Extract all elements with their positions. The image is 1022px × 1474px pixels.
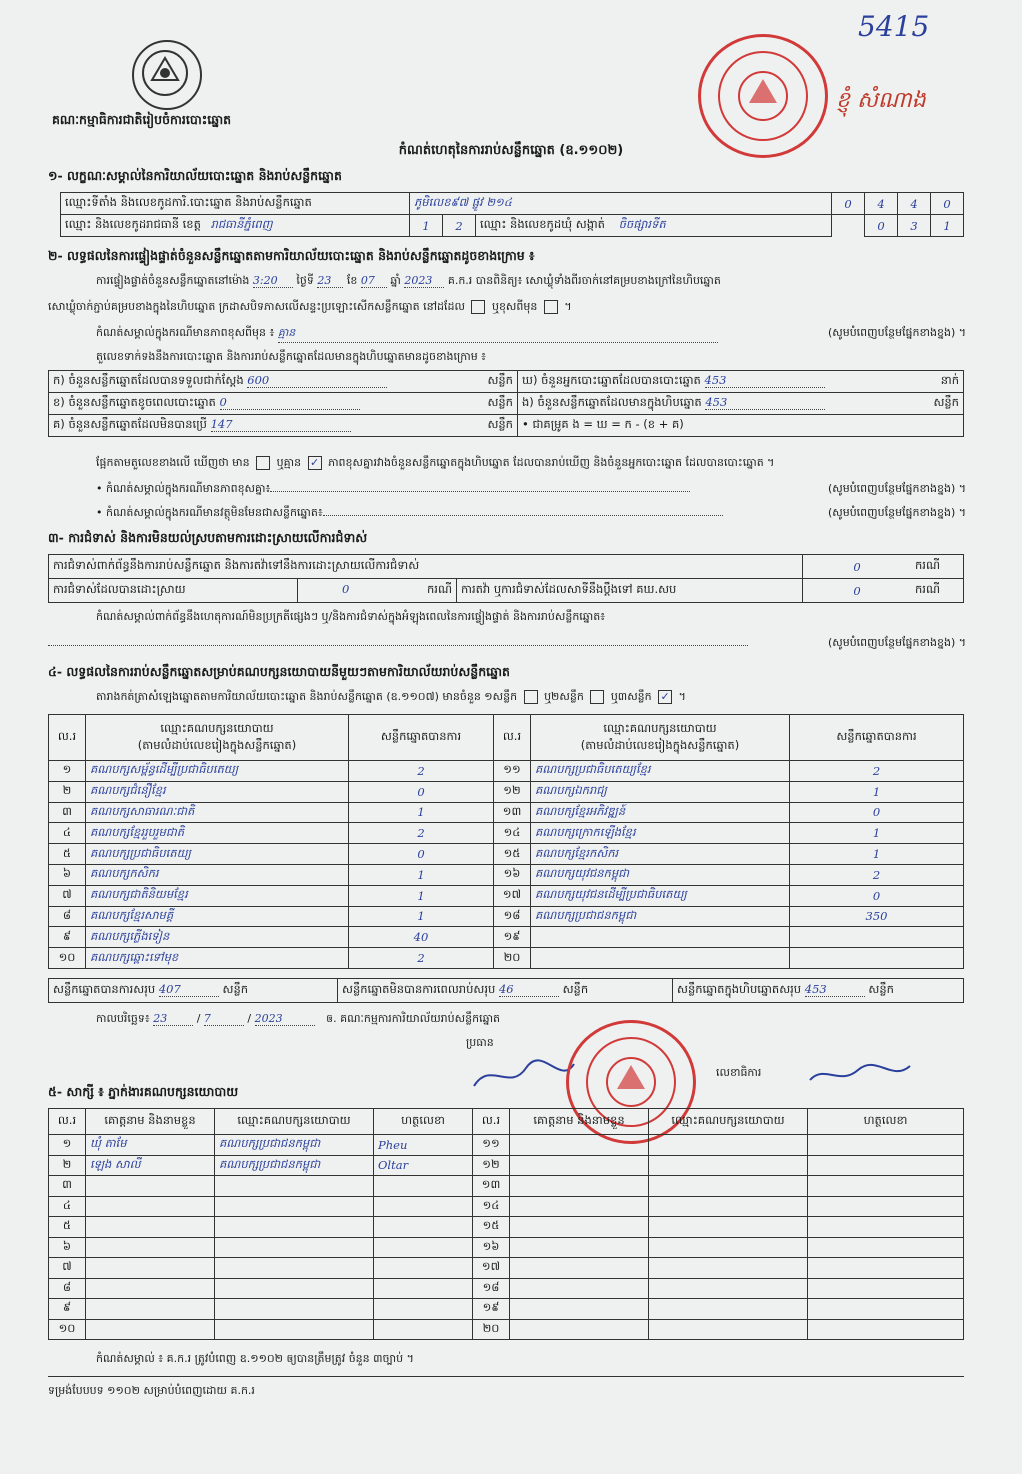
party-no: ២០ xyxy=(494,948,531,969)
party-votes: 0 xyxy=(790,802,964,823)
date-day: 23 xyxy=(153,1012,193,1026)
province-label: ឈ្មោះ និងលេខកូដរាជធានី ខេត្ត xyxy=(65,217,201,231)
complaints-label: ការជំទាស់ពាក់ព័ន្ធនឹងការរាប់សន្លឹកឆ្នោត និងការតវ៉ាទៅនឹងការដោះស្រាយលើការជំទាស់ xyxy=(49,555,803,579)
section2-heading: ២- លទ្ធផលនៃការផ្ទៀងផ្ទាត់ចំនួនសន្លឹកឆ្នោតតាមការិយាល័យបោះឆ្នោត និងរាប់សន្លឹកឆ្នោតដូចខាងក្រោម ៖ xyxy=(48,248,535,263)
top-number: 5415 xyxy=(858,10,930,43)
party-name: គណបក្សសម្ព័ន្ធដើម្បីប្រជាធិបតេយ្យ xyxy=(86,761,349,782)
party-no: ៨ xyxy=(49,906,86,927)
witness-signature xyxy=(808,1196,964,1217)
appeal-value: 0 xyxy=(803,579,912,603)
has-difference-checkbox xyxy=(256,456,270,470)
form-title: កំណត់ហេតុនៃការរាប់សន្លឹកឆ្នោត (ឧ.១១០២) xyxy=(398,143,624,158)
party-votes: 1 xyxy=(790,781,964,802)
party-name: គណបក្សប្រជាជនកម្ពុជា xyxy=(531,906,790,927)
results-row xyxy=(49,906,964,927)
witness-row xyxy=(49,1319,964,1340)
witness-row xyxy=(49,1135,964,1156)
witness-party xyxy=(215,1237,374,1258)
party-no: ១១ xyxy=(494,761,531,782)
verify-day: 23 xyxy=(317,274,343,288)
results-row xyxy=(49,948,964,969)
verification-paragraph: ការផ្ទៀងផ្ទាត់ចំនួនសន្លឹកឆ្នោតនៅម៉ោង 3:20 ថ្ងៃទី 23 ខែ 07 ឆ្នាំ 2023 គ.ក.រ បានពិនិត្យ៖ សោឃ្លុំទាំងពីរចាក់នៅគម្របខាងក្រៅនៃហិបឆ្នោត xyxy=(96,274,721,287)
witness-signature xyxy=(374,1258,473,1279)
witness-party xyxy=(649,1217,808,1238)
witness-no: ១៣ xyxy=(473,1176,510,1197)
changed-checkbox xyxy=(544,300,558,314)
witness-name xyxy=(510,1319,649,1340)
party-no: ៥ xyxy=(49,844,86,865)
party-no: ៩ xyxy=(49,927,86,948)
chair-label: ប្រធាន xyxy=(466,1036,494,1049)
witness-name xyxy=(510,1217,649,1238)
witness-signature xyxy=(374,1176,473,1197)
party-name: គណបក្សជំនឿខ្មែរ xyxy=(86,781,349,802)
witness-row xyxy=(49,1299,964,1320)
party-name: គណបក្សប្រជាធិបតេយ្យខ្មែរ xyxy=(531,761,790,782)
footnote: កំណត់សម្គាល់ ៖ គ.ក.រ ត្រូវបំពេញ ឧ.១១០២ ឲ្យបានត្រឹមត្រូវ ចំនួន ៣ច្បាប់ ។ xyxy=(96,1352,414,1365)
witness-signature xyxy=(374,1319,473,1340)
party-name: គណបក្សយុវជនកម្ពុជា xyxy=(531,864,790,885)
witness-no: ១ xyxy=(49,1135,86,1156)
chair-signature xyxy=(470,1056,580,1099)
one-sheet-checkbox xyxy=(524,690,538,704)
verify-month: 07 xyxy=(361,274,387,288)
witness-signature xyxy=(808,1135,964,1156)
party-votes: 2 xyxy=(790,864,964,885)
party-votes: 1 xyxy=(349,802,494,823)
commune-code-2: 3 xyxy=(898,215,931,237)
party-votes xyxy=(790,927,964,948)
witness-party: គណបក្សប្រជាជនកម្ពុជា xyxy=(215,1155,374,1176)
section3-heading: ៣- ការជំទាស់ និងការមិនយល់ស្របតាមការដោះស្រាយលើការជំទាស់ xyxy=(48,530,368,545)
complaints-value: 0 xyxy=(803,555,912,579)
emblem-logo xyxy=(132,40,202,110)
witness-party xyxy=(649,1278,808,1299)
witness-name xyxy=(86,1278,215,1299)
party-no: ១៥ xyxy=(494,844,531,865)
irregularity-note: កំណត់សម្គាល់ពាក់ព័ន្ធនឹងហេតុការណ៍មិនប្រក្រតីផ្សេងៗ ឬ/និងការជំទាស់ក្នុងអំឡុងពេលនៃការផ្ទៀងផ្ទាត់ និងការរាប់សន្លឹកឆ្នោត៖ xyxy=(96,610,606,623)
witness-name xyxy=(86,1176,215,1197)
witness-signature xyxy=(808,1319,964,1340)
results-row xyxy=(49,927,964,948)
party-votes: 2 xyxy=(349,761,494,782)
witness-name xyxy=(86,1258,215,1279)
witness-party xyxy=(649,1299,808,1320)
witness-no: ៦ xyxy=(49,1237,86,1258)
three-sheet-checkbox: ✓ xyxy=(658,690,672,704)
seal-paragraph: សោឃ្លុំចាក់ភ្ជាប់គម្របខាងក្នុងនៃហិបឆ្នោត ក្រដាសបិទភាសលើសន្ទះប្រឡោះសើកសន្លឹកឆ្នោត នៅដដែល ឬខុសពីមុន ។ xyxy=(48,300,572,313)
party-votes: 40 xyxy=(349,927,494,948)
party-name: គណបក្សខ្មែរកសិករ xyxy=(531,844,790,865)
witness-signature xyxy=(808,1278,964,1299)
witness-no: ១៨ xyxy=(473,1278,510,1299)
witness-party xyxy=(215,1299,374,1320)
witness-row xyxy=(49,1278,964,1299)
top-right-label: ខ្ញុំ សំណាង xyxy=(836,88,926,113)
witness-no: ៣ xyxy=(49,1176,86,1197)
bottom-note: ទម្រង់បែបបទ ១១០២ សម្រាប់បំពេញដោយ គ.ក.រ xyxy=(48,1384,255,1397)
results-row xyxy=(49,844,964,865)
secretary-label: លេខាធិការ xyxy=(716,1066,762,1079)
witness-no: ១២ xyxy=(473,1155,510,1176)
party-no: ១ xyxy=(49,761,86,782)
total-valid: 407 xyxy=(159,982,219,997)
difference-note-value: គ្មាន xyxy=(278,326,718,343)
province-code-1: 1 xyxy=(410,215,443,237)
witness-party xyxy=(215,1258,374,1279)
results-row xyxy=(49,864,964,885)
witness-party xyxy=(215,1319,374,1340)
party-no: ១៤ xyxy=(494,823,531,844)
party-name xyxy=(531,948,790,969)
witness-party xyxy=(649,1319,808,1340)
witness-name xyxy=(86,1196,215,1217)
location-code-1: 0 xyxy=(832,193,865,215)
party-name: គណបក្សជាតិនិយមខ្មែរ xyxy=(86,885,349,906)
bullet-difference: • កំណត់សម្គាល់ក្នុងករណីមានភាពខុសគ្នា៖ (សូមបំពេញបន្ថែមផ្នែកខាងខ្នង) ។ xyxy=(96,482,966,495)
witness-no: ២០ xyxy=(473,1319,510,1340)
witness-no: ១១ xyxy=(473,1135,510,1156)
party-name: គណបក្សខ្មែរសាមគ្គី xyxy=(86,906,349,927)
witness-no: ១៧ xyxy=(473,1258,510,1279)
resolved-value: 0 xyxy=(342,582,350,596)
party-name: គណបក្សយុវជនដើម្បីប្រជាធិបតេយ្យ xyxy=(531,885,790,906)
witness-signature: Pheu xyxy=(374,1135,473,1156)
party-no: ៧ xyxy=(49,885,86,906)
section1-heading: ១- លក្ខណៈសម្គាល់នៃការិយាល័យបោះឆ្នោត និងរាប់សន្លឹកឆ្នោត xyxy=(48,168,342,183)
party-votes: 2 xyxy=(349,948,494,969)
ballots-in-box: 453 xyxy=(705,395,825,410)
ballot-numbers-table: ក) ចំនួនសន្លឹកឆ្នោតដែលបានទទួលជាក់ស្តែង 600 សន្លឹក ឃ) ចំនួនអ្នកបោះឆ្នោតដែលបានបោះឆ្នោត 453 នាក់ ខ) ចំនួនសន្លឹកឆ្នោតខូចពេលបោះឆ្នោត 0 សន្លឹក ង) ចំនួនសន្លឹកឆ្នោតដែលមានក្នុងហិបឆ្នោត 453 សន្លឹក គ) ចំនួនសន្លឹកឆ្នោតដែលមិនបានប្រើ 147 សន្លឹក • ជាគម្រូគ ង = ឃ = ក - (ខ + គ) xyxy=(48,370,964,437)
location-code-4: 0 xyxy=(931,193,964,215)
section4-heading: ៤- លទ្ធផលនៃការរាប់សន្លឹកឆ្នោតសម្រាប់គណបក្សនយោបាយនីមួយៗតាមការិយាល័យរាប់សន្លឹកឆ្នោត xyxy=(48,664,510,679)
party-no: ១០ xyxy=(49,948,86,969)
witness-no: ១៥ xyxy=(473,1217,510,1238)
party-votes: 1 xyxy=(349,906,494,927)
location-code-3: 4 xyxy=(898,193,931,215)
party-votes: 1 xyxy=(790,844,964,865)
witness-signature xyxy=(374,1237,473,1258)
tally-sheet-line: តារាងកត់ត្រាសំឡេងឆ្នោតតាមការិយាល័យបោះឆ្នោត និងរាប់សន្លឹកឆ្នោត (ឧ.១១០៧) មានចំនួន ១សន្លឹក ឬ២សន្លឹក ឬ៣សន្លឹក ✓ ។ xyxy=(96,690,686,703)
party-no: ៤ xyxy=(49,823,86,844)
witness-party xyxy=(215,1278,374,1299)
party-votes: 2 xyxy=(349,823,494,844)
totals-table: សន្លឹកឆ្នោតបានការសរុប 407 សន្លឹក សន្លឹកឆ្នោតមិនបានការពេលរាប់សរុប 46 សន្លឹក សន្លឹកឆ្នោតក្នុងហិបឆ្នោតសរុប 453 សន្លឹក xyxy=(48,978,964,1003)
party-votes xyxy=(790,948,964,969)
witness-signature xyxy=(374,1299,473,1320)
no-difference-checkbox: ✓ xyxy=(308,456,322,470)
party-no: ១៨ xyxy=(494,906,531,927)
party-no: ៦ xyxy=(49,864,86,885)
witness-row xyxy=(49,1217,964,1238)
location-code-2: 4 xyxy=(865,193,898,215)
witness-party xyxy=(215,1176,374,1197)
results-row xyxy=(49,781,964,802)
party-name: គណបក្សកសិករ xyxy=(86,864,349,885)
party-votes: 1 xyxy=(790,823,964,844)
party-votes: 350 xyxy=(790,906,964,927)
voters-count: 453 xyxy=(705,373,825,388)
witness-row xyxy=(49,1258,964,1279)
commune-code-1: 0 xyxy=(865,215,898,237)
witness-name xyxy=(510,1258,649,1279)
unchanged-checkbox xyxy=(471,300,485,314)
witness-name xyxy=(510,1299,649,1320)
party-name: គណបក្សភ្លើងទៀន xyxy=(86,927,349,948)
witness-no: ៩ xyxy=(49,1299,86,1320)
party-no: ១៧ xyxy=(494,885,531,906)
witness-name xyxy=(510,1176,649,1197)
two-sheet-checkbox xyxy=(590,690,604,704)
commune-code-3: 1 xyxy=(931,215,964,237)
witness-name xyxy=(510,1237,649,1258)
witness-party xyxy=(649,1135,808,1156)
witness-no: ៥ xyxy=(49,1217,86,1238)
witness-signature xyxy=(808,1176,964,1197)
date-line: កាលបរិច្ឆេទ៖ 23 / 7 / 2023 ឲ. គណៈកម្មការការិយាល័យរាប់សន្លឹកឆ្នោត xyxy=(96,1012,501,1025)
witness-party xyxy=(649,1237,808,1258)
spoiled-ballots: 0 xyxy=(220,395,360,410)
witness-no: ៧ xyxy=(49,1258,86,1279)
commune-label: ឈ្មោះ និងលេខកូដឃុំ សង្កាត់ xyxy=(480,217,605,231)
party-name: គណបក្សក្រោកឡើងខ្មែរ xyxy=(531,823,790,844)
witness-no: ១០ xyxy=(49,1319,86,1340)
party-name: គណបក្សសាធារណៈជាតិ xyxy=(86,802,349,823)
received-ballots: 600 xyxy=(247,373,387,388)
results-row xyxy=(49,761,964,782)
section5-heading: ៥- សាក្សី ៖ ភ្នាក់ងារគណបក្សនយោបាយ xyxy=(48,1084,239,1099)
witness-name xyxy=(86,1319,215,1340)
section1-table xyxy=(60,192,964,237)
witness-signature xyxy=(808,1299,964,1320)
org-name: គណៈកម្មាធិការជាតិរៀបចំការបោះឆ្នោត xyxy=(52,112,232,127)
results-row xyxy=(49,885,964,906)
witness-party xyxy=(649,1196,808,1217)
appeal-label: ការតវ៉ា ឬការជំទាស់ដែលសាទីនឹងប្តឹងទៅ គឃ.សប xyxy=(457,579,803,603)
difference-note: កំណត់សម្គាល់ក្នុងករណីមានភាពខុសពីមុន ៖ គ្មាន (សូមបំពេញបន្ថែមផ្នែកខាងខ្នង) ។ xyxy=(96,326,966,343)
witness-table: ល.រ គោត្តនាម និងនាមខ្លួន ឈ្មោះគណបក្សនយោបាយ ហត្ថលេខា ល.រ គោត្តនាម និងនាមខ្លួន ឈ្មោះគណបក្សនយោបាយ ហត្ថលេខា ១ ឃុំ តាមែ គណបក្សប្រជាជនកម្ពុជា Pheu ១១ ២ ឡេង សាលី គណបក្សប្រជាជនកម្ពុជា Oltar ១២ ៣ ១៣ ៤ ១៤ ៥ ១៥ ៦ ១៦ ៧ ១៧ ៨ ១៨ ៩ ១៩ ១០ ២០ xyxy=(48,1108,964,1340)
location-label: ឈ្មោះទីតាំង និងលេខកូដការិ.បោះឆ្នោត និងរាប់សន្លឹកឆ្នោត xyxy=(61,193,410,215)
witness-name: ឡេង សាលី xyxy=(86,1155,215,1176)
witness-signature xyxy=(808,1237,964,1258)
party-votes: 2 xyxy=(790,761,964,782)
witness-party xyxy=(215,1217,374,1238)
party-no: ១៩ xyxy=(494,927,531,948)
irregularity-fill: (សូមបំពេញបន្ថែមផ្នែកខាងខ្នង) ។ xyxy=(48,636,966,652)
witness-signature xyxy=(808,1155,964,1176)
date-year: 2023 xyxy=(255,1012,315,1026)
witness-name xyxy=(86,1237,215,1258)
party-no: ១៦ xyxy=(494,864,531,885)
complaints-table: ការជំទាស់ពាក់ព័ន្ធនឹងការរាប់សន្លឹកឆ្នោត និងការតវ៉ាទៅនឹងការដោះស្រាយលើការជំទាស់ 0 ករណី ការជំទាស់ដែលបានដោះស្រាយ 0 ករណី ការតវ៉ា ឬការជំទាស់ដែលសាទីនឹងប្តឹងទៅ គឃ.សប 0 ករណី xyxy=(48,554,964,603)
results-table: ល.រ ឈ្មោះគណបក្សនយោបាយ (តាមលំដាប់លេខរៀងក្នុងសន្លឹកឆ្នោត) សន្លឹកឆ្នោតបានការ ល.រ ឈ្មោះគណបក្សនយោបាយ (តាមលំដាប់លេខរៀងក្នុងសន្លឹកឆ្នោត) សន្លឹកឆ្នោតបានការ ១ គណបក្សសម្ព័ន្ធដើម្បីប្រជាធិបតេយ្យ 2 ១១ គណបក្សប្រជាធិបតេយ្យខ្មែរ 2 ២ គណបក្សជំនឿខ្មែរ 0 ១២ គណបក្សឯករាជ្យ 1 ៣ គណបក្សសាធារណៈជាតិ 1 ១៣ គណបក្សខ្មែរអភិវឌ្ឍន៍ 0 ៤ គណបក្សខ្មែររួបរួមជាតិ 2 ១៤ គណបក្សក្រោកឡើងខ្មែរ 1 ៥ គណបក្សប្រជាធិបតេយ្យ 0 ១៥ គណបក្សខ្មែរកសិករ 1 ៦ គណបក្សកសិករ 1 ១៦ គណបក្សយុវជនកម្ពុជា 2 ៧ គណបក្សជាតិនិយមខ្មែរ 1 ១៧ គណបក្សយុវជនដើម្បីប្រជាធិបតេយ្យ 0 ៨ គណបក្សខ្មែរសាមគ្គី 1 ១៨ គណបក្សប្រជាជនកម្ពុជា 350 ៩ គណបក្សភ្លើងទៀន 40 ១៩ ១០ គណបក្សឆ្ពោះទៅមុខ 2 ២០ xyxy=(48,714,964,969)
witness-name: ឃុំ តាមែ xyxy=(86,1135,215,1156)
party-no: ១២ xyxy=(494,781,531,802)
witness-name xyxy=(510,1278,649,1299)
date-month: 7 xyxy=(204,1012,244,1026)
witness-signature xyxy=(808,1258,964,1279)
witness-name xyxy=(510,1135,649,1156)
witness-name xyxy=(86,1299,215,1320)
witness-row xyxy=(49,1176,964,1197)
witness-signature xyxy=(808,1217,964,1238)
unused-ballots: 147 xyxy=(211,417,351,432)
bullet-nonballot: • កំណត់សម្គាល់ក្នុងករណីមានវត្ថុមិនមែនជាសន្លឹកឆ្នោត៖ (សូមបំពេញបន្ថែមផ្នែកខាងខ្នង) ។ xyxy=(96,506,966,519)
party-no: ២ xyxy=(49,781,86,802)
compare-line: ផ្អែកតាមតួលេខខាងលើ ឃើញថា មាន ឬគ្មាន ✓ ភាពខុសគ្នារវាងចំនួនសន្លឹកឆ្នោតក្នុងហិបឆ្នោត ដែលបានរាប់ឃើញ និងចំនួនអ្នកបោះឆ្នោត ដែលបានបោះឆ្នោត ។ xyxy=(96,456,775,469)
party-name: គណបក្សខ្មែររួបរួមជាតិ xyxy=(86,823,349,844)
witness-signature xyxy=(374,1217,473,1238)
party-votes: 0 xyxy=(349,781,494,802)
witness-party xyxy=(649,1176,808,1197)
province-value: រាជធានីភ្នំពេញ xyxy=(210,217,273,231)
witness-signature: Oltar xyxy=(374,1155,473,1176)
total-in-box: 453 xyxy=(805,982,865,997)
witness-signature xyxy=(374,1196,473,1217)
numbers-intro: តួលេខទាក់ទងនឹងការបោះឆ្នោត និងការរាប់សន្លឹកឆ្នោតដែលមានក្នុងហិបឆ្នោតមានដូចខាងក្រោម ៖ xyxy=(96,350,487,363)
witness-party xyxy=(649,1155,808,1176)
resolved-label: ការជំទាស់ដែលបានដោះស្រាយ xyxy=(49,579,298,603)
party-name: គណបក្សឯករាជ្យ xyxy=(531,781,790,802)
province-code-2: 2 xyxy=(443,215,476,237)
location-value: ភូមិលេខ៩៧ ផ្លូវ ២១៤ xyxy=(410,193,832,215)
party-name xyxy=(531,927,790,948)
party-no: ៣ xyxy=(49,802,86,823)
party-name: គណបក្សប្រជាធិបតេយ្យ xyxy=(86,844,349,865)
formula: • ជាគម្រូគ ង = ឃ = ក - (ខ + គ) xyxy=(522,417,684,431)
party-votes: 1 xyxy=(349,885,494,906)
witness-row xyxy=(49,1237,964,1258)
verify-year: 2023 xyxy=(404,274,444,288)
witness-party: គណបក្សប្រជាជនកម្ពុជា xyxy=(215,1135,374,1156)
secretary-signature xyxy=(806,1056,916,1095)
party-name: គណបក្សខ្មែរអភិវឌ្ឍន៍ xyxy=(531,802,790,823)
witness-no: ១៦ xyxy=(473,1237,510,1258)
results-row xyxy=(49,823,964,844)
verify-time: 3:20 xyxy=(253,274,293,288)
party-votes: 0 xyxy=(790,885,964,906)
official-stamp-top xyxy=(698,34,828,158)
party-name: គណបក្សឆ្ពោះទៅមុខ xyxy=(86,948,349,969)
witness-no: ១៩ xyxy=(473,1299,510,1320)
witness-row xyxy=(49,1155,964,1176)
witness-no: ២ xyxy=(49,1155,86,1176)
bottom-divider xyxy=(48,1376,964,1377)
party-no: ១៣ xyxy=(494,802,531,823)
total-invalid: 46 xyxy=(499,982,559,997)
commune-value: ចិចផ្សារទីត xyxy=(618,217,666,231)
witness-name xyxy=(86,1217,215,1238)
witness-name xyxy=(510,1196,649,1217)
witness-no: ៤ xyxy=(49,1196,86,1217)
witness-no: ៨ xyxy=(49,1278,86,1299)
witness-row xyxy=(49,1196,964,1217)
witness-signature xyxy=(374,1278,473,1299)
party-votes: 1 xyxy=(349,864,494,885)
party-votes: 0 xyxy=(349,844,494,865)
witness-party xyxy=(215,1196,374,1217)
results-row xyxy=(49,802,964,823)
witness-name xyxy=(510,1155,649,1176)
witness-party xyxy=(649,1258,808,1279)
witness-no: ១៤ xyxy=(473,1196,510,1217)
